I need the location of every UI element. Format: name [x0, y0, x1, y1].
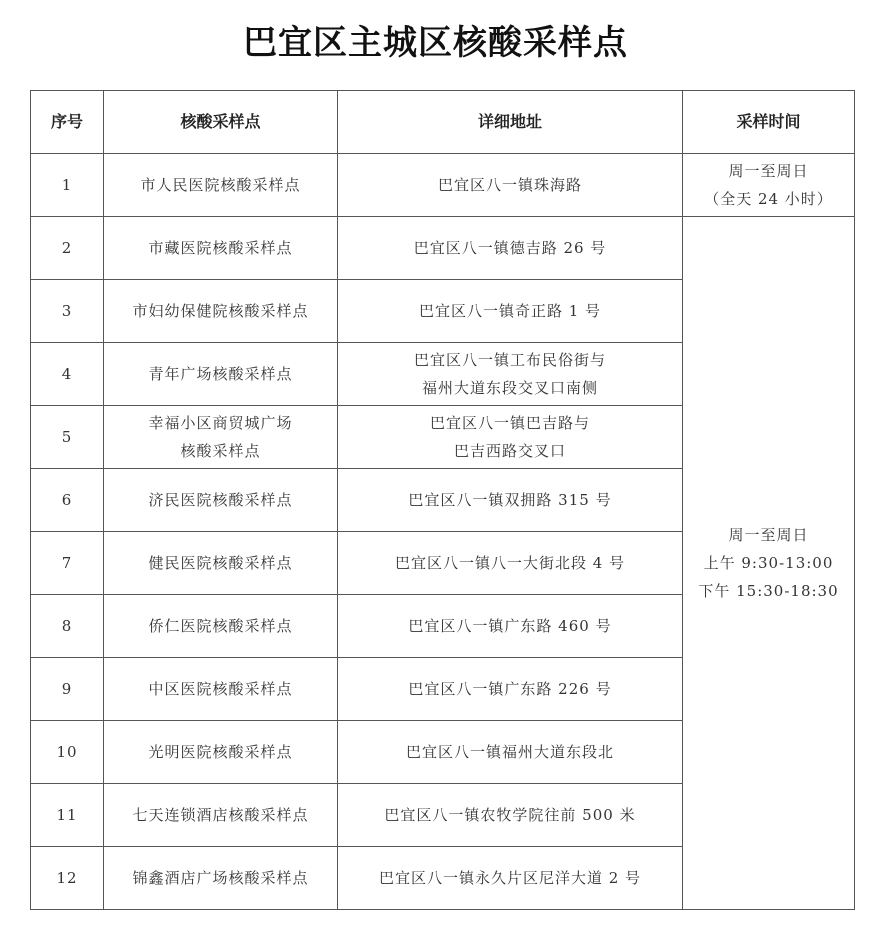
row-time-shared: 周一至周日 上午 9:30-13:00 下午 15:30-18:30	[683, 217, 855, 910]
row-name: 幸福小区商贸城广场 核酸采样点	[104, 406, 338, 469]
row-no: 7	[31, 532, 104, 595]
row-no: 6	[31, 469, 104, 532]
row-name: 锦鑫酒店广场核酸采样点	[104, 847, 338, 910]
row-name: 市妇幼保健院核酸采样点	[104, 280, 338, 343]
table-row	[31, 217, 855, 280]
header-time: 采样时间	[683, 91, 855, 154]
row-address: 巴宜区八一镇巴吉路与 巴吉西路交叉口	[338, 406, 683, 469]
row-name: 健民医院核酸采样点	[104, 532, 338, 595]
row-no: 4	[31, 343, 104, 406]
row-no: 8	[31, 595, 104, 658]
row-address: 巴宜区八一镇双拥路 315 号	[338, 469, 683, 532]
row-address: 巴宜区八一镇广东路 226 号	[338, 658, 683, 721]
row-no: 3	[31, 280, 104, 343]
row-no: 1	[31, 154, 104, 217]
row-no: 10	[31, 721, 104, 784]
sampling-sites-table	[30, 90, 855, 910]
row-address: 巴宜区八一镇广东路 460 号	[338, 595, 683, 658]
row-address: 巴宜区八一镇珠海路	[338, 154, 683, 217]
header-address: 详细地址	[338, 91, 683, 154]
row-address: 巴宜区八一镇工布民俗街与 福州大道东段交叉口南侧	[338, 343, 683, 406]
row-address: 巴宜区八一镇福州大道东段北	[338, 721, 683, 784]
row-name: 侨仁医院核酸采样点	[104, 595, 338, 658]
table-header-row	[31, 91, 855, 154]
row-no: 9	[31, 658, 104, 721]
row-address: 巴宜区八一镇奇正路 1 号	[338, 280, 683, 343]
row-name: 光明医院核酸采样点	[104, 721, 338, 784]
row-name: 市人民医院核酸采样点	[104, 154, 338, 217]
row-name: 市藏医院核酸采样点	[104, 217, 338, 280]
row-name: 中区医院核酸采样点	[104, 658, 338, 721]
header-name: 核酸采样点	[104, 91, 338, 154]
row-address: 巴宜区八一镇永久片区尼洋大道 2 号	[338, 847, 683, 910]
row-no: 2	[31, 217, 104, 280]
row-address: 巴宜区八一镇八一大街北段 4 号	[338, 532, 683, 595]
row-name: 七天连锁酒店核酸采样点	[104, 784, 338, 847]
page-title: 巴宜区主城区核酸采样点	[243, 23, 628, 63]
row-name: 青年广场核酸采样点	[104, 343, 338, 406]
row-time-24h: 周一至周日 （全天 24 小时）	[683, 154, 855, 217]
row-no: 5	[31, 406, 104, 469]
row-no: 12	[31, 847, 104, 910]
row-address: 巴宜区八一镇农牧学院往前 500 米	[338, 784, 683, 847]
row-no: 11	[31, 784, 104, 847]
row-name: 济民医院核酸采样点	[104, 469, 338, 532]
row-address: 巴宜区八一镇德吉路 26 号	[338, 217, 683, 280]
table-row	[31, 154, 855, 217]
header-no: 序号	[31, 91, 104, 154]
